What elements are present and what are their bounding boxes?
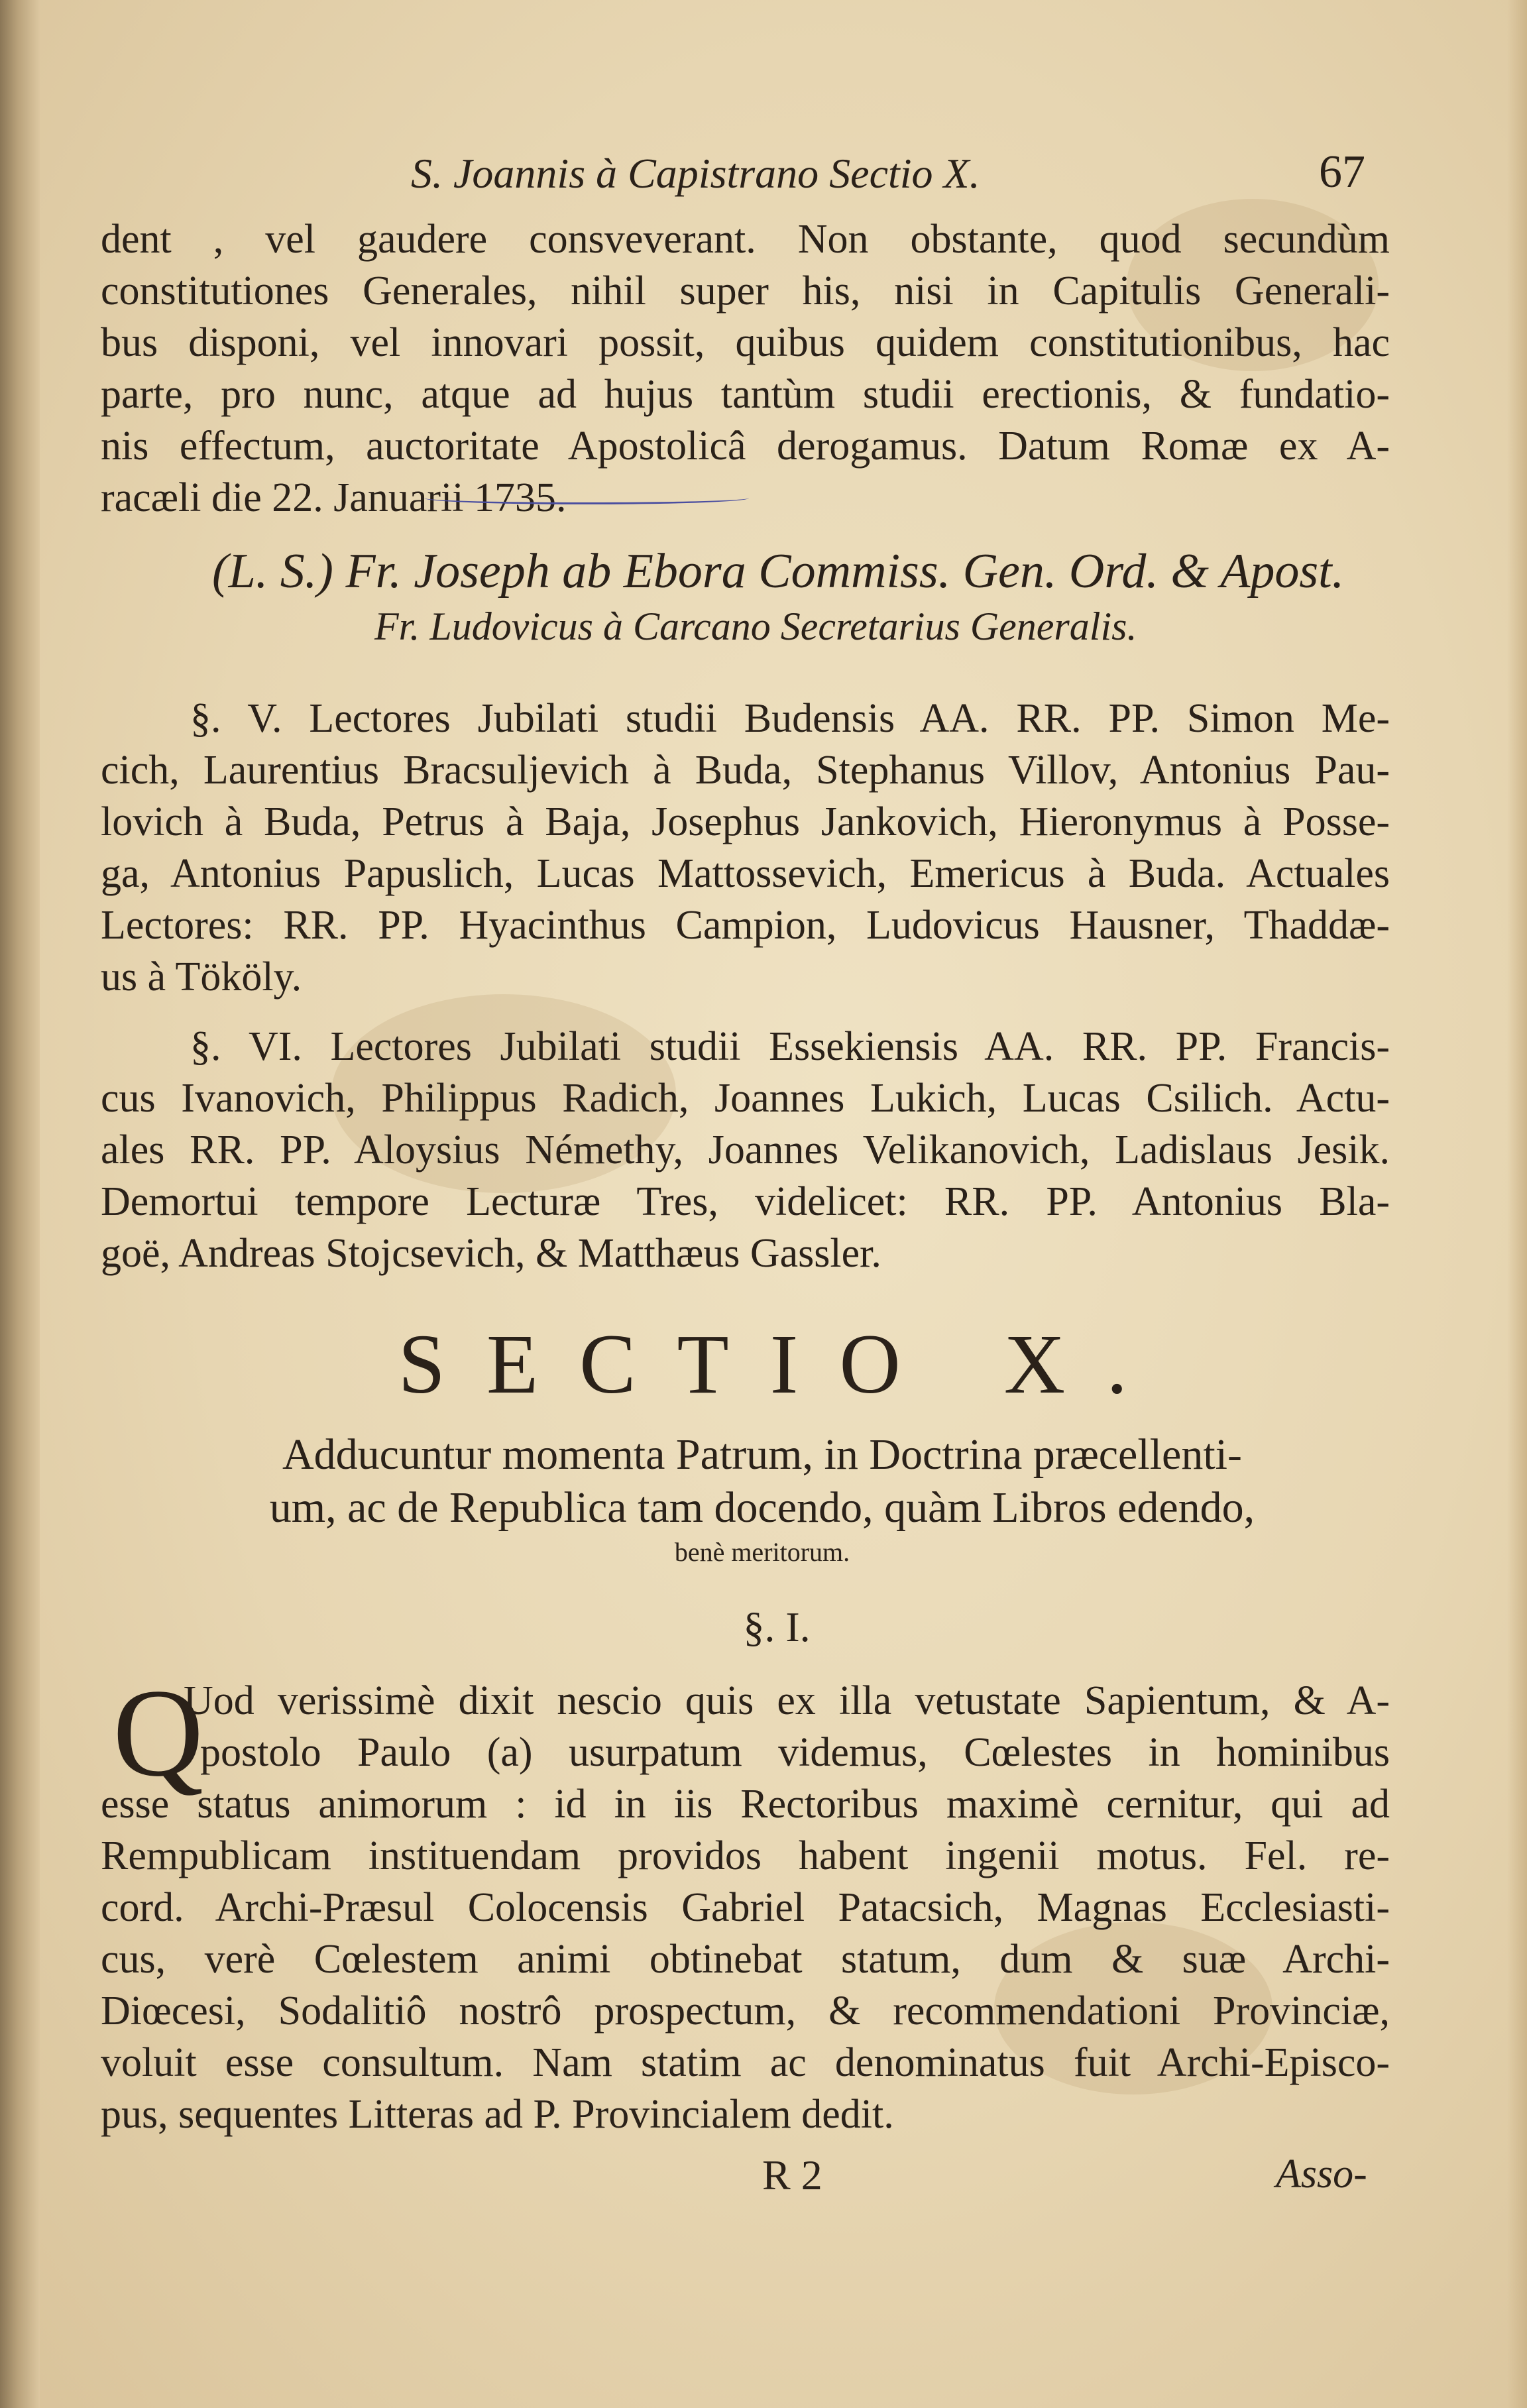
subtitle-line: um, ac de Republica tam docendo, quàm Libros edendo,: [269, 1483, 1255, 1532]
page-number: 67: [1319, 146, 1365, 198]
text-line: Demortui tempore Lecturæ Tres, videlicet: RR. PP. Antonius Bla-: [101, 1179, 1390, 1224]
text-line: Uod verissimè dixit nescio quis ex illa vetustate Sapientum, & A-: [184, 1678, 1390, 1723]
section-subtitle: [113, 1428, 1412, 1570]
book-binding-shadow: [0, 0, 40, 2408]
text-line: constitutiones Generales, nihil super his, nisi in Capitulis Generali-: [101, 268, 1390, 314]
ink-underline: [424, 492, 749, 504]
text-line: Rempublicam instituendam providos habent ingenii motus. Fel. re-: [101, 1833, 1390, 1878]
paragraph-5: [101, 693, 1390, 1003]
text-line: bus disponi, vel innovari possit, quibus quidem constitutionibus, hac: [101, 320, 1390, 365]
paragraph-mark: §. I.: [743, 1603, 811, 1650]
text-line: us à Tököly.: [101, 954, 302, 1000]
signature-secretary: Fr. Ludovicus à Carcano Secretarius Generalis.: [374, 604, 1137, 648]
text-line: voluit esse consultum. Nam statim ac denominatus fuit Archi-Episco-: [101, 2040, 1390, 2085]
text-line: §. VI. Lectores Jubilati studii Essekiensis AA. RR. PP. Francis-: [190, 1024, 1390, 1069]
subtitle-line: Adducuntur momenta Patrum, in Doctrina præcellenti-: [282, 1430, 1242, 1479]
text-line: Lectores: RR. PP. Hyacinthus Campion, Ludovicus Hausner, Thaddæ-: [101, 903, 1390, 948]
text-line: cus Ivanovich, Philippus Radich, Joannes Lukich, Lucas Csilich. Actu-: [101, 1076, 1390, 1121]
text-line: lovich à Buda, Petrus à Baja, Josephus Jankovich, Hieronymus à Posse-: [101, 799, 1390, 844]
text-line: nis effectum, auctoritate Apostolicâ derogamus. Datum Romæ ex A-: [101, 424, 1390, 469]
text-line: parte, pro nunc, atque ad hujus tantùm studii erectionis, & fundatio-: [101, 372, 1390, 417]
signature-block: [212, 544, 1405, 650]
text-line: goë, Andreas Stojcsevich, & Matthæus Gassler.: [101, 1231, 881, 1276]
section-title: SECTIO X.: [398, 1317, 1169, 1411]
signature-mark: R 2: [762, 2151, 822, 2199]
running-title: S. Joannis à Capistrano Sectio X.: [411, 150, 980, 197]
text-line: racæli die 22. Januarii 1735.: [101, 475, 567, 520]
text-line: ga, Antonius Papuslich, Lucas Mattossevich, Emericus à Buda. Actuales: [101, 851, 1390, 896]
text-line: esse status animorum : id in iis Rectoribus maximè cernitur, qui ad: [101, 1782, 1390, 1827]
text-line: §. V. Lectores Jubilati studii Budensis AA. RR. PP. Simon Me-: [190, 696, 1390, 741]
decree-conclusion: [101, 213, 1390, 524]
body-paragraph: [101, 1675, 1390, 2140]
text-line: pus, sequentes Litteras ad P. Provincialem dedit.: [101, 2092, 894, 2137]
page-header: [99, 136, 1425, 209]
catchword: Asso-: [1276, 2151, 1367, 2197]
text-line: Diœcesi, Sodalitiô nostrô prospectum, & recommendationi Provinciæ,: [101, 1988, 1390, 2034]
paragraph-6: [101, 1021, 1390, 1279]
text-line: cich, Laurentius Bracsuljevich à Buda, Stephanus Villov, Antonius Pau-: [101, 748, 1390, 793]
text-line: dent , vel gaudere consveverant. Non obstante, quod secundùm: [101, 217, 1390, 262]
text-line: cus, verè Cœlestem animi obtinebat statum, dum & suæ Archi-: [101, 1937, 1390, 1982]
text-line: ales RR. PP. Aloysius Némethy, Joannes Velikanovich, Ladislaus Jesik.: [101, 1127, 1390, 1173]
text-line: postolo Paulo (a) usurpatum videmus, Cœlestes in hominibus: [200, 1730, 1390, 1775]
signature-commissary: (L. S.) Fr. Joseph ab Ebora Commiss. Gen. Ord. & Apost.: [212, 544, 1345, 599]
subtitle-line: benè meritorum.: [674, 1537, 850, 1567]
text-line: cord. Archi-Præsul Colocensis Gabriel Patacsich, Magnas Ecclesiasti-: [101, 1885, 1390, 1930]
drop-cap: Q: [113, 1664, 204, 1803]
page-footer: [0, 2151, 1527, 2204]
page-edge: [1507, 0, 1527, 2408]
